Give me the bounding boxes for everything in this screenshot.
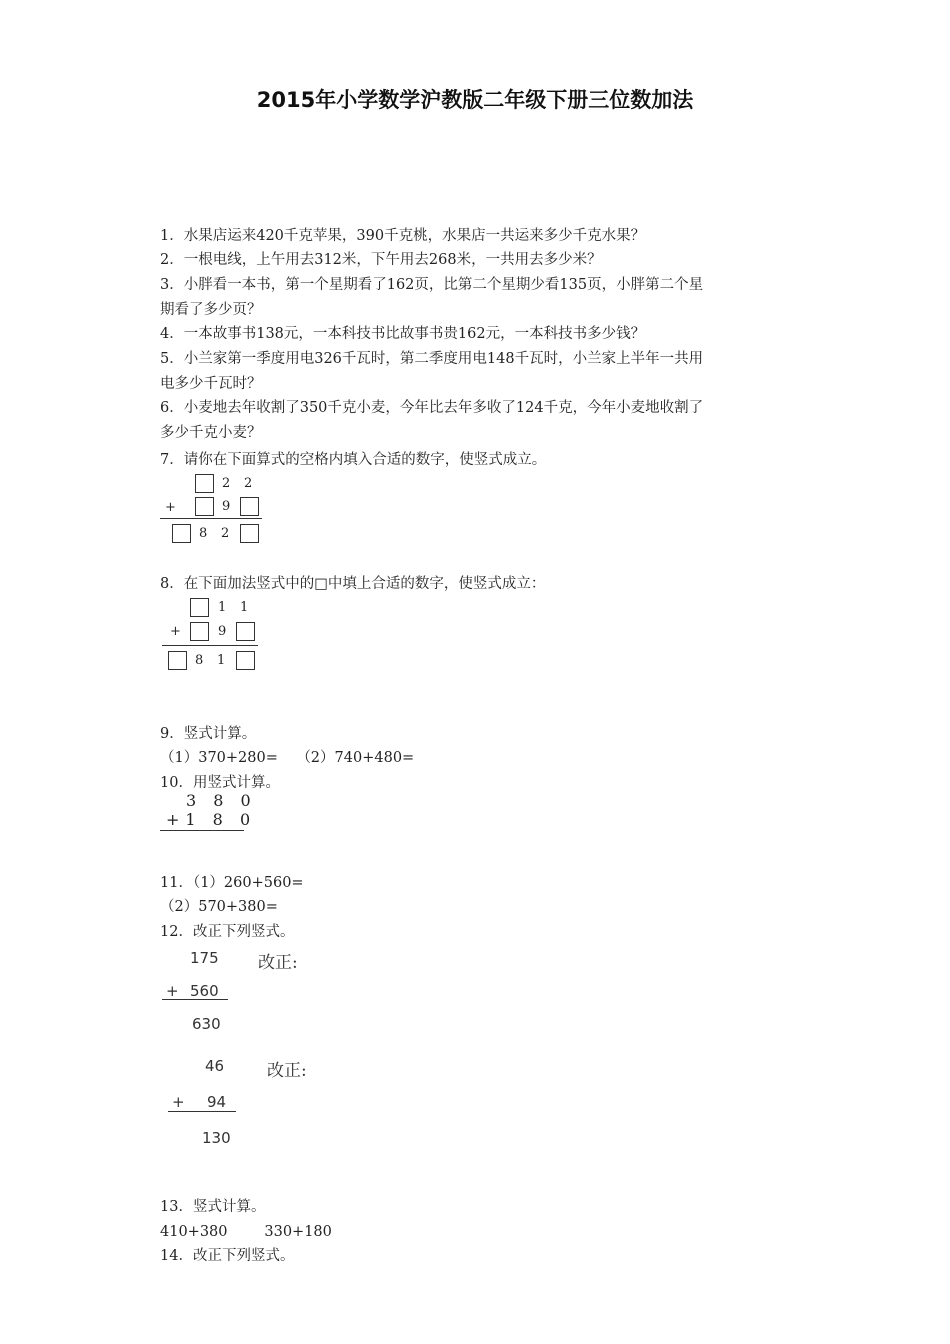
question-5-line-1: 5．小兰家第一季度用电326千瓦时，第二季度用电148千瓦时，小兰家上半年一共用 [160, 351, 704, 367]
blank-box[interactable] [236, 651, 255, 670]
blank-box[interactable] [168, 651, 187, 670]
fix-top: 46 [205, 1057, 225, 1075]
question-7: 7．请你在下面算式的空格内填入合适的数字，使竖式成立。 [160, 452, 547, 468]
digit: 2 [222, 476, 231, 491]
question-5-line-2: 电多少千瓦时？ [160, 376, 262, 392]
question-11-a: 11．（1）260+560= [160, 875, 304, 891]
question-4: 4．一本故事书138元，一本科技书比故事书贵162元，一本科技书多少钱？ [160, 326, 646, 342]
fix-bottom: 94 [207, 1093, 227, 1111]
question-12: 12．改正下列竖式。 [160, 924, 295, 940]
fix-label: 改正: [258, 953, 298, 973]
question-13-items: 410+380 330+180 [160, 1224, 332, 1240]
question-2: 2．一根电线，上午用去312米，下午用去268米，一共用去多少米？ [160, 252, 602, 268]
blank-box[interactable] [195, 474, 214, 493]
blank-box[interactable] [236, 622, 255, 641]
question-11-b: （2）570+380= [160, 899, 278, 915]
question-9-items: （1）370+280= （2）740+480= [160, 750, 415, 766]
fix-label: 改正: [267, 1061, 307, 1081]
digit: 2 [221, 526, 230, 541]
question-13: 13．竖式计算。 [160, 1199, 266, 1215]
question-9: 9．竖式计算。 [160, 726, 257, 742]
plus-sign: + [165, 500, 176, 515]
question-3-line-1: 3．小胖看一本书，第一个星期看了162页，比第二个星期少看135页，小胖第二个星 [160, 277, 704, 293]
question-8: 8．在下面加法竖式中的□中填上合适的数字，使竖式成立： [160, 576, 546, 592]
blank-box[interactable] [240, 497, 259, 516]
sum-line [162, 645, 258, 646]
fix-result: 630 [192, 1015, 221, 1033]
sum-line [160, 830, 244, 831]
digit: 1 [217, 653, 226, 668]
blank-box[interactable] [195, 497, 214, 516]
calc-top: 3 8 0 [186, 791, 257, 810]
blank-box[interactable] [172, 524, 191, 543]
plus-sign: + [166, 982, 179, 1000]
digit: 2 [244, 476, 253, 491]
digit: 9 [218, 624, 227, 639]
sum-line [162, 999, 228, 1000]
question-6-line-1: 6．小麦地去年收割了350千克小麦，今年比去年多收了124千克，今年小麦地收割了 [160, 400, 704, 416]
question-10: 10．用竖式计算。 [160, 775, 280, 791]
fix-bottom: 560 [190, 982, 219, 1000]
blank-box[interactable] [190, 598, 209, 617]
fix-top: 175 [190, 949, 219, 967]
blank-box[interactable] [240, 524, 259, 543]
question-6-line-2: 多少千克小麦？ [160, 425, 262, 441]
digit: 8 [195, 653, 204, 668]
sum-line [168, 1111, 236, 1112]
plus-sign: + [170, 624, 181, 639]
question-3-line-2: 期看了多少页？ [160, 302, 262, 318]
fix-result: 130 [202, 1129, 231, 1147]
digit: 8 [199, 526, 208, 541]
digit: 1 [240, 600, 249, 615]
plus-sign: + [172, 1093, 185, 1111]
page-title: 2015年小学数学沪教版二年级下册三位数加法 [256, 88, 694, 112]
question-14: 14．改正下列竖式。 [160, 1248, 295, 1264]
digit: 9 [222, 499, 231, 514]
blank-box[interactable] [190, 622, 209, 641]
calc-bottom: +1 8 0 [166, 810, 257, 829]
sum-line [160, 518, 262, 519]
question-1: 1．水果店运来420千克苹果，390千克桃，水果店一共运来多少千克水果？ [160, 228, 646, 244]
digit: 1 [218, 600, 227, 615]
